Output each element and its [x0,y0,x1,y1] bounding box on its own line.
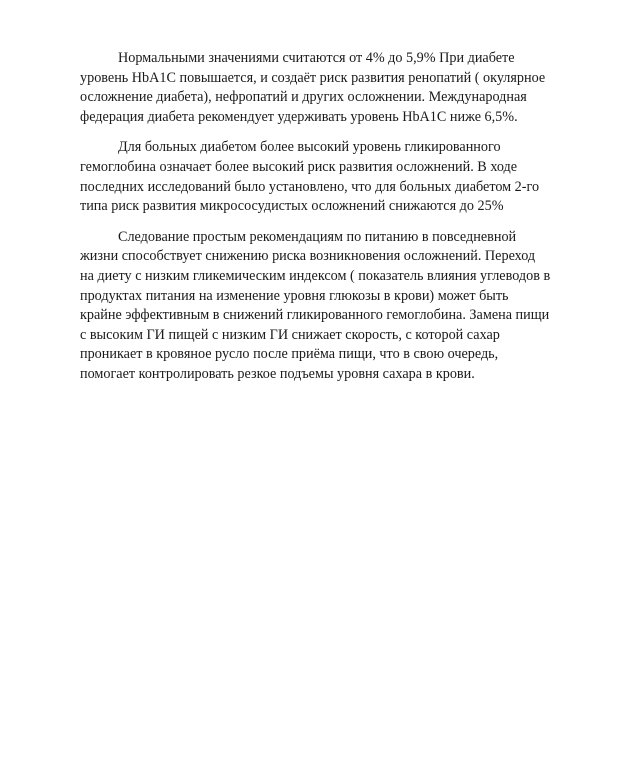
paragraph-line: осложнение диабета), нефропатий и других осложнении. Международная [80,89,527,106]
paragraph-line: Для больных диабетом более высокий уровень гликированного [118,139,501,156]
paragraph-line: Нормальными значениями считаются от 4% до 5,9% При диабете [118,50,515,66]
paragraph-complication-risk [80,138,585,216]
paragraph-line: проникает в кровяное русло после приёма пищи, что в свою очередь, [80,346,499,363]
paragraph-line: помогает контролировать резкое подъемы уровня сахара в крови. [80,365,475,382]
paragraph-line: последних исследований было установлено, что для больных диабетом 2-го [80,178,540,195]
paragraph-diet-recommendations [80,228,585,385]
paragraph-line: с высоким ГИ пищей с низким ГИ снижает скорость, с которой сахар [80,326,500,343]
paragraph-line: Следование простым рекомендациям по питанию в повседневной [118,228,517,245]
paragraph-line: типа риск развития микрососудистых осложнений снижаются до 25% [80,198,504,215]
paragraph-line: федерация диабета рекомендует удерживать уровень HbA1C ниже 6,5%. [80,108,518,125]
paragraph-line: крайне эффективным в снижений гликированного гемоглобина. Замена пищи [80,307,550,324]
paragraph-line: продуктах питания на изменение уровня глюкозы в крови) может быть [80,287,509,304]
paragraph-line: на диету с низким гликемическим индексом ( показатель влияния углеводов в [80,267,551,284]
paragraph-hba1c-norms [80,49,585,127]
paragraph-line: жизни способствует снижению риска возникновения осложнений. Переход [80,248,536,265]
document-body [80,49,585,396]
paragraph-line: уровень HbA1C повышается, и создаёт риск развития ренопатий ( окулярное [80,69,546,86]
paragraph-line: гемоглобина означает более высокий риск развития осложнений. В ходе [80,158,518,175]
